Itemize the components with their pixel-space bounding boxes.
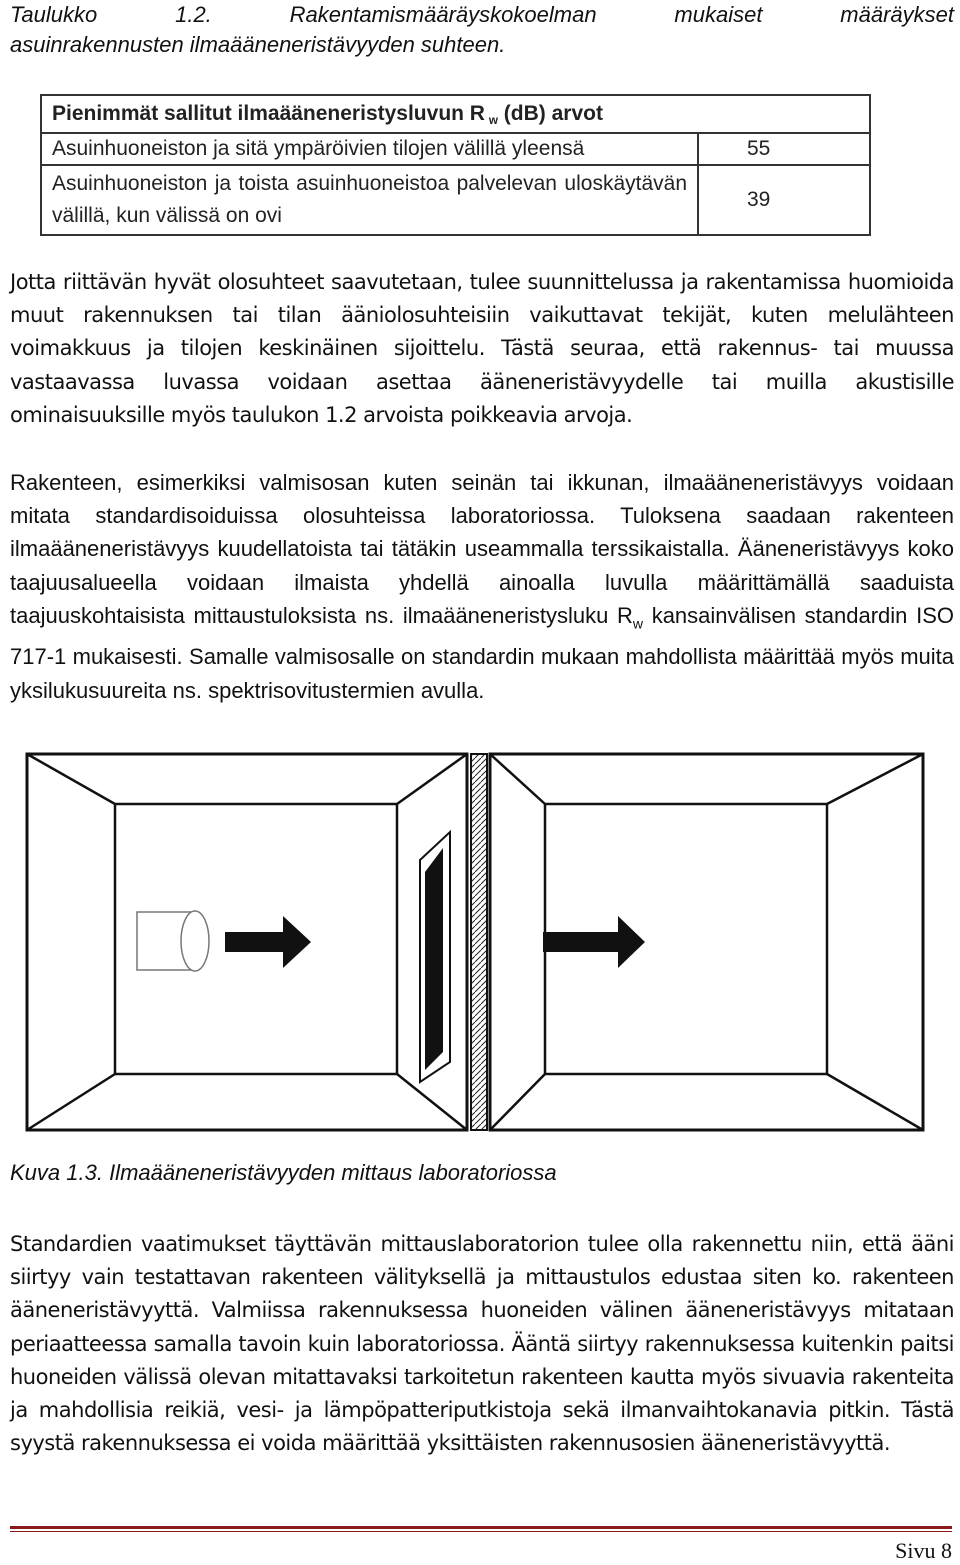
separating-wall: [471, 754, 487, 1130]
table-row-value: 39: [698, 165, 870, 235]
page-number: Sivu 8: [895, 1538, 952, 1563]
table-caption-line-1: Taulukko 1.2. Rakentamismääräyskokoelman mukaiset määräykset: [10, 2, 954, 27]
table-header-row: [41, 95, 870, 133]
footer-rule-thin: [10, 1531, 952, 1532]
paragraph-2-text: Rakenteen, esimerkiksi valmisosan kuten seinän tai ikkunan, ilmaääneneristävyys voidaan mitata standardisoiduissa olosuhteissa laboratoriossa. Tuloksena saadaan rakenteen ilmaääneneristävyys kuudellatoista tai tätäkin useammalla terssikaistalla. Ääneneristävyys koko taajuusalueella voidaan ilmaista yhdellä ainoalla luvulla määrittämällä saaduista taajuuskohtaisista mittaustuloksista ns. ilmaääneneristysluku R: [10, 470, 954, 628]
paragraph-2-text-end: kansainvälisen standardin ISO 717-1 mukaisesti. Samalle valmisosalle on standardin mukaan mahdollista määrittää myös muita yksilukusuureita ns. spektrisovitustermien avulla.: [10, 602, 954, 703]
requirements-table: [40, 94, 871, 236]
test-specimen: [420, 832, 450, 1082]
table-header: [41, 95, 870, 133]
table-row: [41, 133, 870, 165]
paragraph-2-subscript: w: [632, 615, 644, 632]
table-caption: [10, 0, 954, 60]
paragraph-2: [10, 466, 954, 707]
table-row: [41, 165, 870, 235]
table-header-prefix: Pienimmät sallitut ilmaääneneristysluvun R: [52, 101, 485, 125]
table-row-value: 55: [698, 133, 870, 165]
figure-caption: Kuva 1.3. Ilmaääneneristävyyden mittaus laboratoriossa: [10, 1160, 557, 1185]
table-caption-line-2: asuinrakennusten ilmaääneneristävyyden suhteen.: [10, 32, 506, 57]
footer-rule: [10, 1526, 952, 1529]
loudspeaker-icon: [137, 911, 209, 971]
paragraph-1: Jotta riittävän hyvät olosuhteet saavutetaan, tulee suunnittelussa ja rakentamissa huomioida muut rakennuksen tai tilan ääniolosuhteisiin vaikuttavat tekijät, kuten melulähteen voimakkuus ja tilojen keskinäinen sijoittelu. Tästä seuraa, että rakennus- tai muussa vastaavassa luvassa voidaan asettaa ääneneristävyydelle tai muilla akustisille ominaisuuksille myös taulukon 1.2 arvoista poikkeavia arvoja.: [10, 270, 954, 427]
table-header-subscript: w: [488, 113, 498, 127]
table-header-suffix: (dB) arvot: [497, 101, 603, 125]
table-row-label: Asuinhuoneiston ja toista asuinhuoneistoa palvelevan uloskäytävän välillä, kun välissä on ovi: [41, 165, 698, 235]
table-row-label: Asuinhuoneiston ja sitä ympäröivien tilojen välillä yleensä: [41, 133, 698, 165]
laboratory-figure: [25, 752, 925, 1134]
paragraph-3: Standardien vaatimukset täyttävän mittauslaboratorion tulee olla rakennettu niin, että ääni siirtyy vain testattavan rakenteen välityksellä ja mittaustulos edustaa siten ko. rakenteen ääneneristävyyttä. Valmiissa rakennuksessa huoneiden välinen ääneneristävyys mitataan periaatteessa samalla tavoin kuin laboratoriossa. Ääntä siirtyy rakennuksessa kuitenkin paitsi huoneiden välissä olevan mitattavaksi tarkoitetun rakenteen kautta myös sivuavia rakenteita ja mahdollisia reikiä, vesi- ja lämpöpatteriputkistoja sekä ilmanvaihtokanavia pitkin. Tästä syystä rakennuksessa ei voida määrittää yksittäisten rakennusosien ääneneristävyyttä.: [10, 1232, 954, 1456]
